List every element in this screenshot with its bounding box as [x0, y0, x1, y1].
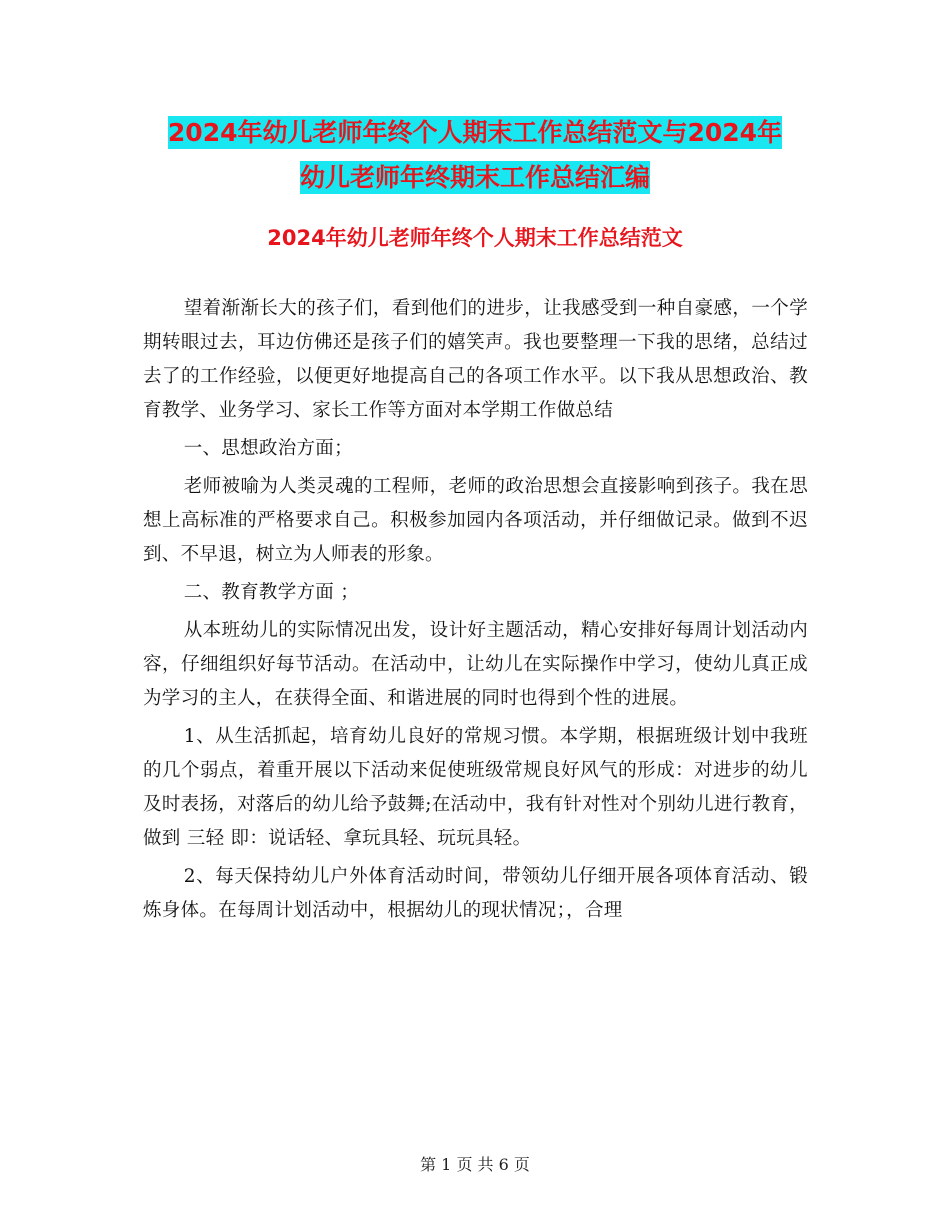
paragraph-item-2: 2、每天保持幼儿户外体育活动时间，带领幼儿仔细开展各项体育活动、锻炼身体。在每周计划活动中，根据幼儿的现状情况；，合理	[143, 866, 808, 921]
paragraph-intro: 望着渐渐长大的孩子们，看到他们的进步，让我感受到一种自豪感，一个学期转眼过去，耳边仿佛还是孩子们的嬉笑声。我也要整理一下我的思绪，总结过去了的工作经验，以便更好地提高自己的各项工作水平。以下我从思想政治、教育教学、业务学习、家长工作等方面对本学期工作做总结	[143, 298, 808, 421]
main-title-line-1: 2024年幼儿老师年终个人期末工作总结范文与2024年	[167, 118, 783, 147]
heading-ideology: 一、思想政治方面；	[183, 438, 353, 459]
paragraph-teaching: 从本班幼儿的实际情况出发，设计好主题活动，精心安排好每周计划活动内容，仔细组织好每节活动。在活动中，让幼儿在实际操作中学习，使幼儿真正成为学习的主人，在获得全面、和谐进展的同时也得到个性的进展。	[143, 620, 808, 709]
paragraph-ideology: 老师被喻为人类灵魂的工程师，老师的政治思想会直接影响到孩子。我在思想上高标准的严格要求自己。积极参加园内各项活动，并仔细做记录。做到不迟到、不早退，树立为人师表的形象。	[143, 476, 808, 565]
main-title-line-2: 幼儿老师年终期末工作总结汇编	[299, 163, 650, 192]
section-title: 2024年幼儿老师年终个人期末工作总结范文	[267, 226, 683, 250]
page-footer: 第 1 页 共 6 页	[420, 1155, 530, 1174]
body-text	[143, 292, 808, 932]
heading-teaching: 二、教育教学方面 ；	[183, 582, 360, 603]
main-title	[0, 110, 950, 200]
paragraph-item-1: 1、从生活抓起，培育幼儿良好的常规习惯。本学期，根据班级计划中我班的几个弱点，着重开展以下活动来促使班级常规良好风气的形成：对进步的幼儿及时表扬，对落后的幼儿给予鼓舞;在活动中，我有针对性对个别幼儿进行教育，做到 三轻 即：说话轻、拿玩具轻、玩玩具轻。	[143, 726, 808, 849]
